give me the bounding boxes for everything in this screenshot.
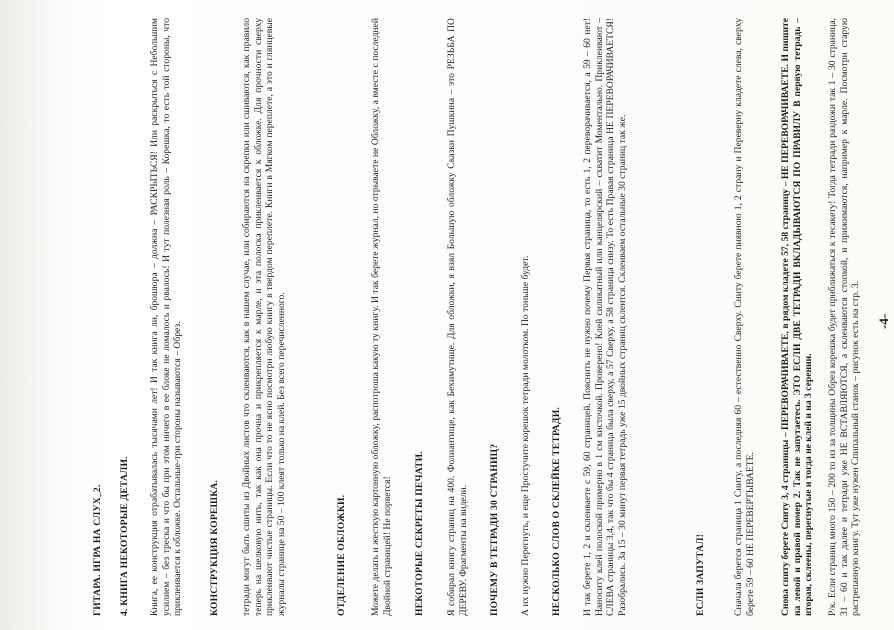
paragraph-confused-3: Р/к. Если страниц много 150 – 200 то из за толщины Обрез корешка будет приближаться к тесакету! Тогда тетради раздожи так 1 – 30 страница, 31 – 60 и так далее и тетради уже НЕ ВСТАВЛЯЮТСЯ, а склеиваются стопкой, и прижимаются, например к марле. Посмотри старую растрепанную книгу. Тут уже нужен Спипальный станок – рисунок есть на стр. 3.	[827, 18, 862, 616]
paragraph-confused-1: Сначала берется страница 1 Сниту, а последняя 60 – естественно Сверху. Сниту берете пиявною 1, 2 страну и Переверну кладете слева, сверху берете 59 – 60 НЕ ПЕРЕВЕРТЫВАЕТЕ.	[733, 18, 756, 616]
heading-chapter: 4. КНИГА НЕКОТОРЫЕ ДЕТАЛИ.	[119, 456, 130, 616]
heading-cover: ОТДЕЛЕНИЕ ОБЛОЖКИ.	[336, 494, 347, 616]
heading-gluing: НЕСКОЛЬКО СЛОВ О СКЛЕЙКЕ ТЕТРАДИ.	[551, 407, 562, 616]
page-number: -4-	[876, 313, 891, 329]
paragraph-confused-2: Снова сниту берете Сниту 3, 4 страницы – ПЕРЕВОРАЧИВАЕТЕ, в рядом кладете 57, 58 страницу – НЕ ПЕРЕВОРАЧИВАЕТЕ. И пишите на левой и правой номер 2. Так не запутаетесь. ЭТО ЕСЛИ ДВЕ ТЕТРАДИ ВКЛАДЫВАЮТСЯ ПО ПРАВИЛУ В первую тетрадь – вторая, склеены, перегнутые и тогда не клей и на 3 серении.	[780, 18, 815, 616]
heading-title: ГИТАРА. ИГРА НА СЛУХ_2.	[92, 484, 103, 616]
paragraph-gluing: И так берете 1, 2 и склеиваете с 59, 60 страницей. Пояснить не нужно почему Первая страница, то есть 1, 2 переворачивается, а 59 – 60 нет! Наноситу клей полоской примерно в 1 см кисточкой. Проверено! Клей силикатный или канцелярский – схватит Моментально. Приклеивают – СЛЕВА страницы 3,4, так что бы 4 страница была сверху, а 57 Сверху, а 58 страница снизу. То есть Правая страница НЕ ПЕРЕВОРАЧИВАЕТСЯ! Разобрались. За 15 – 30 минут первая тетрадь уже 15 двойных страниц склеится. Склеиваем остальные 30 страниц так же.	[582, 18, 628, 616]
heading-spine: КОНСТРУКЦИЯ КОРЕШКА.	[209, 479, 220, 616]
paragraph-print-secrets: Я собирал книгу страниц на 400. Фолиантище, как Бехимутище. Для обложки, я взял Большую обложку Сказки Пушкина – это РЕЗЬБА ПО ДЕРЕВУ. Фрагменты на видели.	[446, 18, 469, 616]
heading-confused: ЕСЛИ ЗАПУТАЛ!	[695, 533, 706, 616]
paragraph-cover: Можете делать и жесткую картонную обложку, распотроша какую ту книгу. И так берете журнал, но отрываете не Обложку, а вместе с последней Двойной страницей! Не порвется!	[370, 18, 393, 616]
paragraph-30-pages: А их нужно Перегнуть, и еще Простучите корешок тетради молотком. По тоньше будет.	[520, 255, 531, 616]
paragraph-spine: тетради могут быть сшиты из Двойных листов что склеиваются, как в нашем случае, или собираются на скрепки или сшиваются, как правило теперь на шелковую нить, так как она прочна и прикрепляется к марле, и эта полоска приклеивается к обложке. Для прочности сверху приклеивают чистые страницы. Если что то не ясно посмотри любую книгу в твердом переплете. Книги в Мягком переплете, а это и глянцевые журналы странице на 50 – 100 клеят только на клей. Без всего перечисленного.	[241, 18, 287, 616]
heading-print-secrets: НЕКОТОРЫЕ СЕКРЕТЫ ПЕЧАТИ.	[414, 451, 425, 616]
rotated-text-block	[92, 18, 892, 616]
paragraph-book-intro: Книга, ее конструкция отрабатывалась тысячами лет! И так книга ли, брошюра – должна – РАСКРЫТЬСЯ! Или раскрыться с Небольшим усилием – без треска и что бы при этом ничего в ее блоке не ломалось и рвалось! И тут полезная роль – Корешка, то есть той стороны, что приклеивается к обложке. Остальные-три стороны называются – Обрез.	[149, 18, 184, 616]
scan-shadow	[0, 0, 60, 630]
heading-30-pages: ПОЧЕМУ В ТЕТРАДИ 30 СТРАНИЦ?	[489, 443, 500, 616]
